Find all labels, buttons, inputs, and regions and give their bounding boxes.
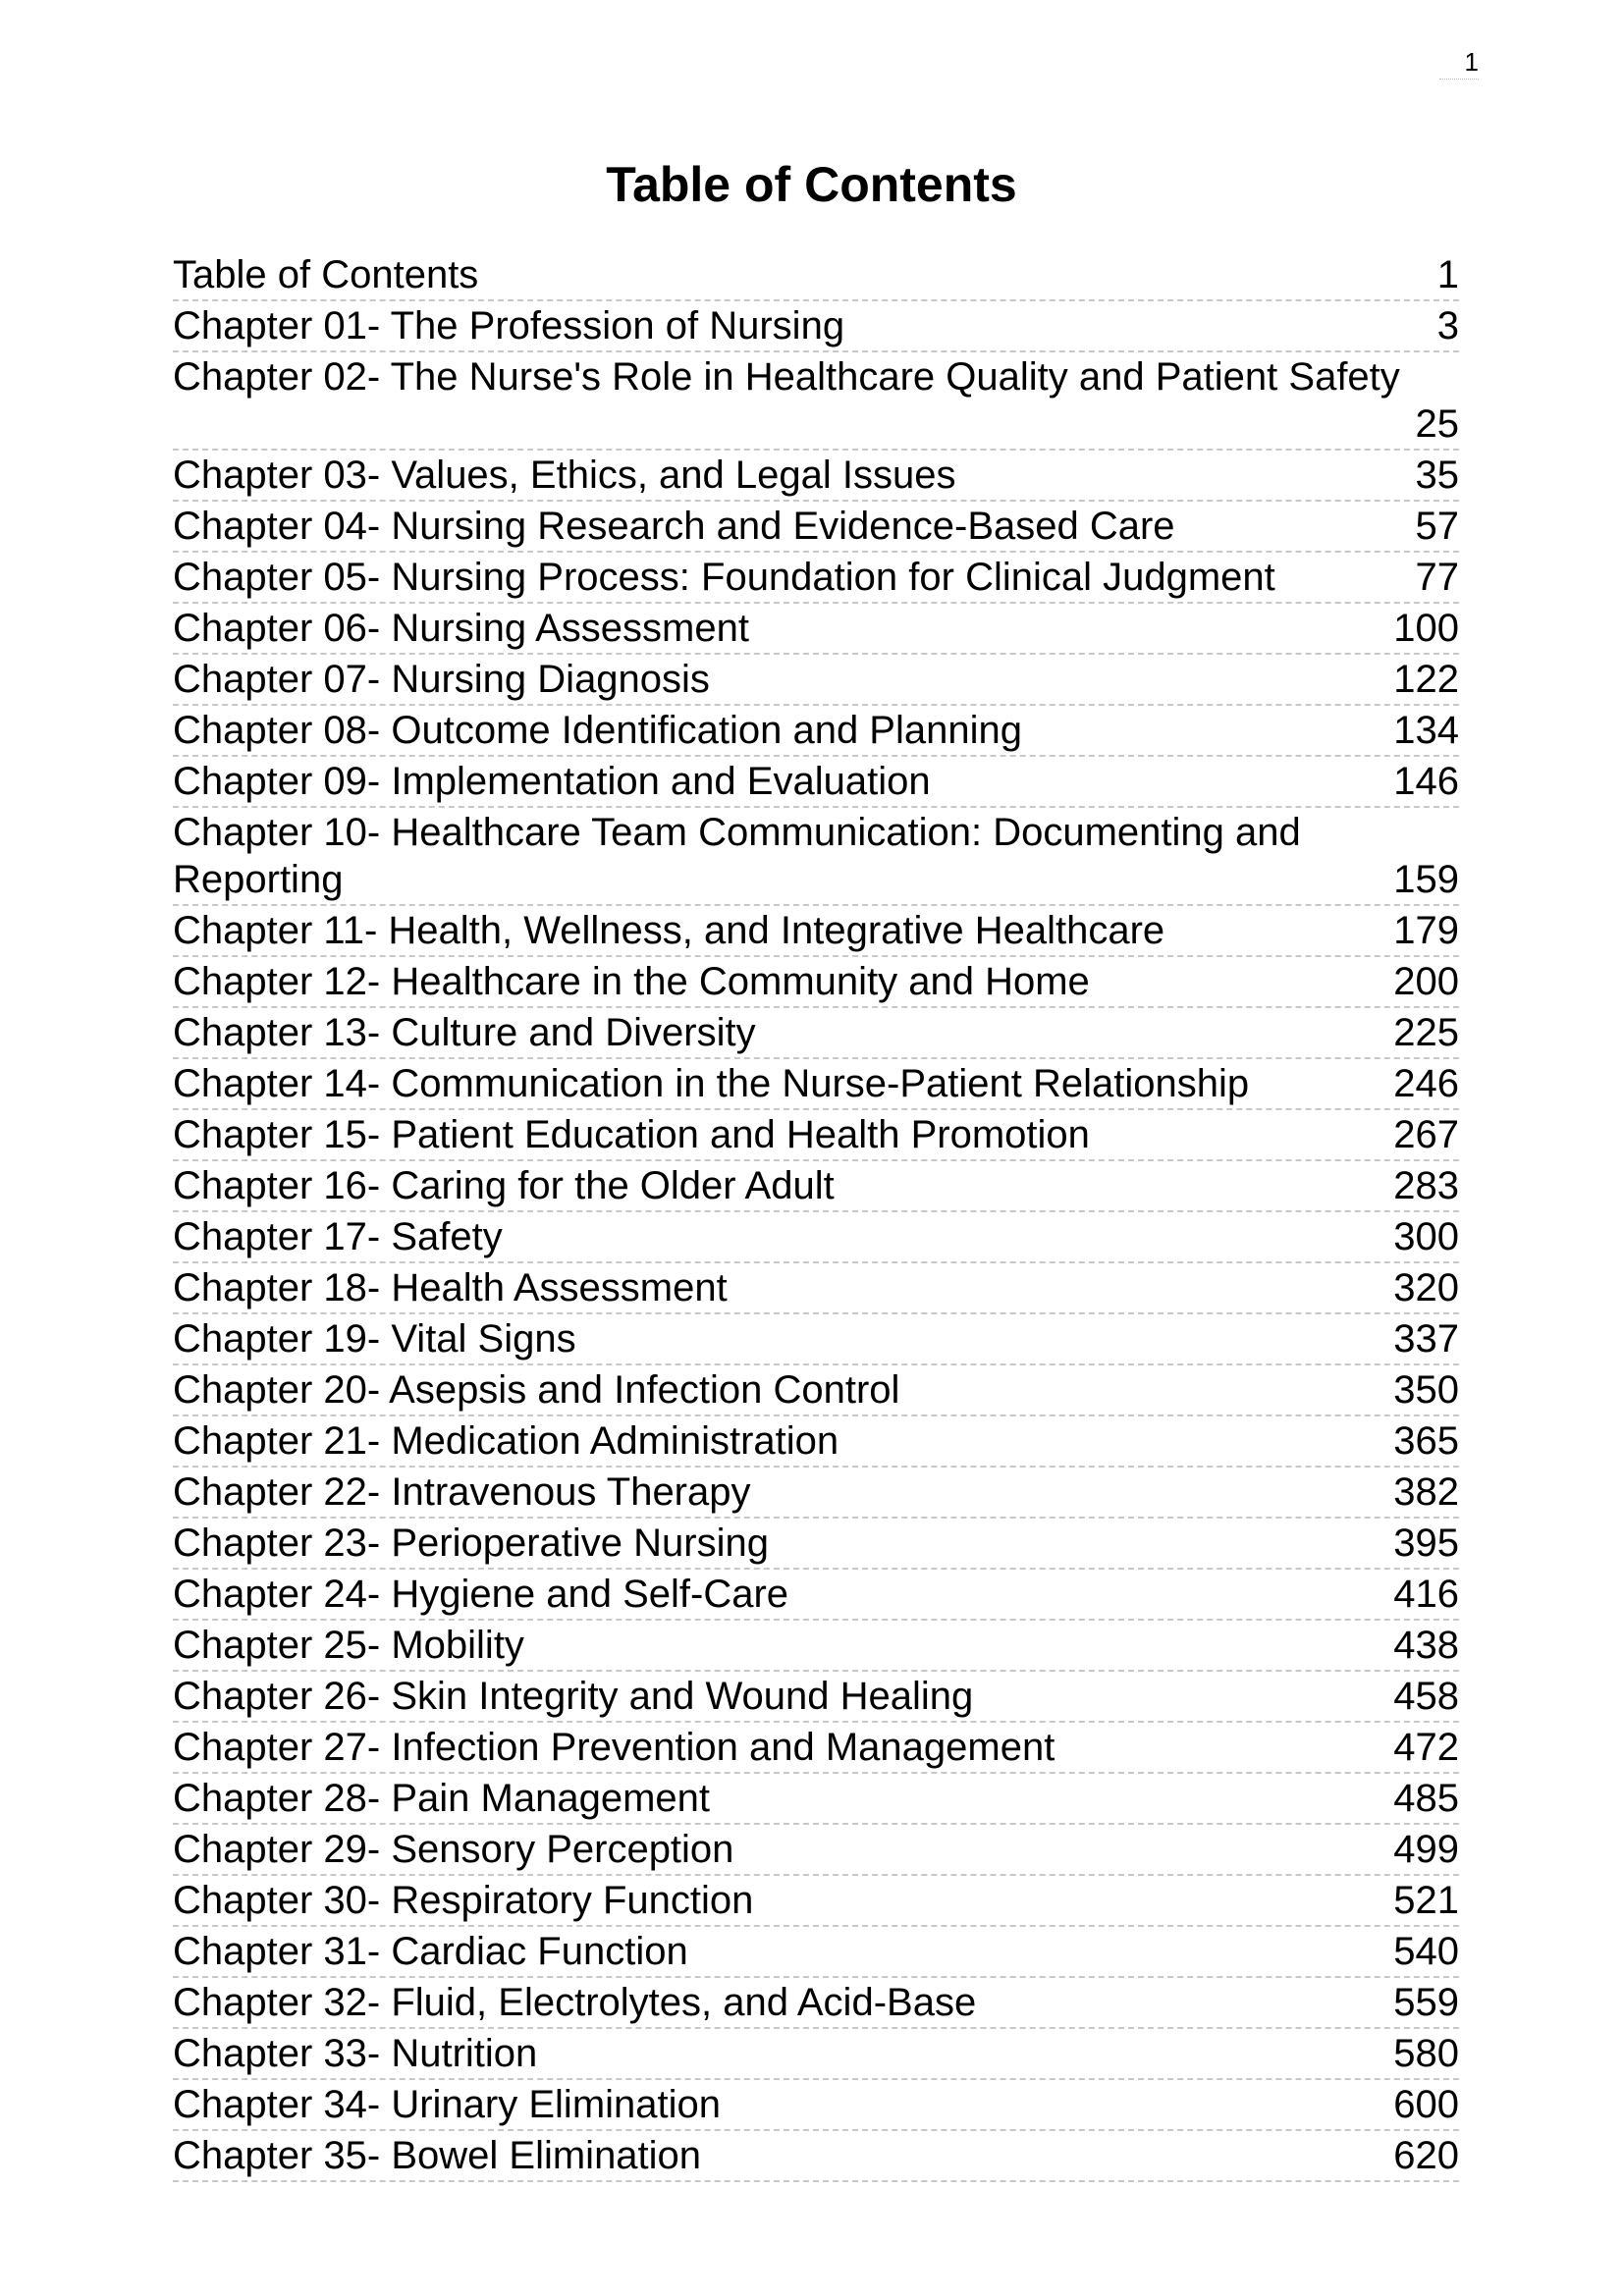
toc-entry-chapter-21[interactable] (173, 1416, 1459, 1468)
toc-entry-chapter-30[interactable] (173, 1876, 1459, 1927)
page-title: Table of Contents (606, 157, 1017, 212)
toc-entry-page: 600 (1393, 2083, 1459, 2126)
toc-entry-chapter-17[interactable] (173, 1212, 1459, 1263)
toc-entry-label: Chapter 33- Nutrition (173, 2032, 538, 2075)
toc-entry-chapter-01[interactable] (173, 301, 1459, 352)
toc-entry-page: 620 (1393, 2134, 1459, 2177)
toc-entry-chapter-20[interactable] (173, 1365, 1459, 1416)
toc-entry-page: 438 (1393, 1624, 1459, 1667)
toc-entry-chapter-35[interactable] (173, 2131, 1459, 2182)
toc-entry-label: Chapter 13- Culture and Diversity (173, 1011, 756, 1054)
toc-entry-chapter-32[interactable] (173, 1978, 1459, 2029)
toc-entry-page: 25 (1415, 402, 1459, 446)
toc-entry-label: Chapter 24- Hygiene and Self-Care (173, 1573, 789, 1616)
toc-entry-label: Chapter 20- Asepsis and Infection Control (173, 1368, 900, 1412)
toc-entry-chapter-22[interactable] (173, 1468, 1459, 1519)
toc-entry-chapter-07[interactable] (173, 655, 1459, 706)
toc-entry-chapter-28[interactable] (173, 1774, 1459, 1825)
toc-entry-label: Chapter 29- Sensory Perception (173, 1828, 734, 1871)
toc-entry-label: Chapter 02- The Nurse's Role in Healthcare Quality and Patient Safety (173, 355, 1400, 399)
toc-entry-label: Chapter 27- Infection Prevention and Management (173, 1726, 1055, 1769)
toc-entry-chapter-10[interactable] (173, 808, 1459, 906)
toc-entry-page: 159 (1393, 858, 1459, 901)
toc-entry-label: Chapter 01- The Profession of Nursing (173, 304, 845, 347)
toc-entry-page: 458 (1393, 1675, 1459, 1718)
toc-entry-label-line-1: Chapter 10- Healthcare Team Communication: Documenting and (173, 811, 1301, 854)
toc-entry-label: Chapter 08- Outcome Identification and Planning (173, 709, 1022, 752)
toc-entry-page: 337 (1393, 1317, 1459, 1361)
toc-entry-page: 122 (1393, 658, 1459, 701)
toc-entry-page: 179 (1393, 909, 1459, 952)
toc-entry-label: Chapter 25- Mobility (173, 1624, 524, 1667)
toc-entry-page: 416 (1393, 1573, 1459, 1616)
toc-entry-page: 35 (1415, 454, 1459, 497)
toc-entry-label: Chapter 23- Perioperative Nursing (173, 1522, 769, 1565)
toc-entry-page: 521 (1393, 1879, 1459, 1922)
toc-entry-label-line-2: Reporting (173, 858, 344, 901)
toc-entry-chapter-04[interactable] (173, 502, 1459, 553)
toc-entry-label: Chapter 19- Vital Signs (173, 1317, 576, 1361)
toc-entry-label: Chapter 15- Patient Education and Health Promotion (173, 1113, 1090, 1156)
toc-entry-chapter-29[interactable] (173, 1825, 1459, 1876)
toc-entry-page: 100 (1393, 607, 1459, 650)
toc-entry-page: 200 (1393, 960, 1459, 1003)
toc-entry-page: 395 (1393, 1522, 1459, 1565)
toc-entry-page: 246 (1393, 1062, 1459, 1105)
toc-entry-chapter-25[interactable] (173, 1621, 1459, 1672)
toc-entry-label: Chapter 11- Health, Wellness, and Integrative Healthcare (173, 909, 1165, 952)
toc-entry-label: Chapter 21- Medication Administration (173, 1419, 839, 1463)
toc-entry-chapter-13[interactable] (173, 1008, 1459, 1059)
toc-entry-chapter-23[interactable] (173, 1519, 1459, 1570)
toc-entry-chapter-34[interactable] (173, 2080, 1459, 2131)
toc-entry-chapter-05[interactable] (173, 553, 1459, 604)
toc-entry-chapter-12[interactable] (173, 957, 1459, 1008)
toc-entry-page: 267 (1393, 1113, 1459, 1156)
toc-entry-label: Chapter 28- Pain Management (173, 1777, 710, 1820)
toc-entry-page: 300 (1393, 1215, 1459, 1258)
toc-entry-chapter-31[interactable] (173, 1927, 1459, 1978)
toc-entry-label: Chapter 18- Health Assessment (173, 1266, 728, 1309)
toc-entry-page: 283 (1393, 1164, 1459, 1207)
toc-entry-chapter-06[interactable] (173, 604, 1459, 655)
toc-entry-chapter-27[interactable] (173, 1723, 1459, 1774)
toc-entry-label: Chapter 12- Healthcare in the Community and Home (173, 960, 1090, 1003)
toc-entry-label: Chapter 16- Caring for the Older Adult (173, 1164, 835, 1207)
toc-entry-page: 540 (1393, 1930, 1459, 1973)
toc-entry-chapter-15[interactable] (173, 1110, 1459, 1161)
toc-entry-label: Chapter 32- Fluid, Electrolytes, and Acid-Base (173, 1981, 977, 2024)
toc-entry-page: 365 (1393, 1419, 1459, 1463)
toc-entry-label: Chapter 09- Implementation and Evaluation (173, 760, 931, 803)
toc-entry-label: Chapter 06- Nursing Assessment (173, 607, 749, 650)
toc-entry-page: 57 (1415, 505, 1459, 548)
toc-entry-chapter-09[interactable] (173, 757, 1459, 808)
toc-entry-page: 134 (1393, 709, 1459, 752)
toc-entry-chapter-19[interactable] (173, 1314, 1459, 1365)
toc-entry-label: Chapter 22- Intravenous Therapy (173, 1470, 751, 1514)
toc-entry-page: 146 (1393, 760, 1459, 803)
toc-entry-label: Chapter 26- Skin Integrity and Wound Healing (173, 1675, 974, 1718)
toc-entry-chapter-26[interactable] (173, 1672, 1459, 1723)
toc-entry-page: 382 (1393, 1470, 1459, 1514)
toc-entry-page: 225 (1393, 1011, 1459, 1054)
toc-entry-page: 580 (1393, 2032, 1459, 2075)
toc-entry-page: 559 (1393, 1981, 1459, 2024)
toc-entry-label: Chapter 05- Nursing Process: Foundation for Clinical Judgment (173, 556, 1275, 599)
toc-entry-label: Chapter 31- Cardiac Function (173, 1930, 688, 1973)
toc-entry-label: Chapter 07- Nursing Diagnosis (173, 658, 710, 701)
toc-entry-page: 485 (1393, 1777, 1459, 1820)
table-of-contents (173, 250, 1459, 2182)
toc-entry-label: Table of Contents (173, 253, 479, 296)
page-number: 1 (1439, 47, 1479, 80)
toc-entry-chapter-11[interactable] (173, 906, 1459, 957)
toc-entry-page: 3 (1436, 304, 1459, 347)
toc-entry-chapter-08[interactable] (173, 706, 1459, 757)
toc-entry-chapter-24[interactable] (173, 1570, 1459, 1621)
toc-entry-label: Chapter 03- Values, Ethics, and Legal Issues (173, 454, 956, 497)
toc-entry-page: 350 (1393, 1368, 1459, 1412)
toc-entry-chapter-02[interactable] (173, 352, 1459, 451)
toc-entry-page: 77 (1415, 556, 1459, 599)
toc-entry-label: Chapter 17- Safety (173, 1215, 503, 1258)
toc-entry-page: 1 (1436, 253, 1459, 296)
toc-entry-label: Chapter 04- Nursing Research and Evidence-Based Care (173, 505, 1175, 548)
toc-entry-label: Chapter 14- Communication in the Nurse-Patient Relationship (173, 1062, 1250, 1105)
toc-entry-page: 320 (1393, 1266, 1459, 1309)
toc-entry-chapter-33[interactable] (173, 2029, 1459, 2080)
toc-entry-label: Chapter 30- Respiratory Function (173, 1879, 754, 1922)
toc-entry-chapter-03[interactable] (173, 451, 1459, 502)
toc-entry-label: Chapter 34- Urinary Elimination (173, 2083, 722, 2126)
toc-entry-label: Chapter 35- Bowel Elimination (173, 2134, 702, 2177)
toc-entry-chapter-18[interactable] (173, 1263, 1459, 1314)
toc-entry-table-of-contents[interactable] (173, 250, 1459, 301)
toc-entry-chapter-16[interactable] (173, 1161, 1459, 1212)
toc-entry-page: 499 (1393, 1828, 1459, 1871)
toc-entry-chapter-14[interactable] (173, 1059, 1459, 1110)
toc-entry-page: 472 (1393, 1726, 1459, 1769)
